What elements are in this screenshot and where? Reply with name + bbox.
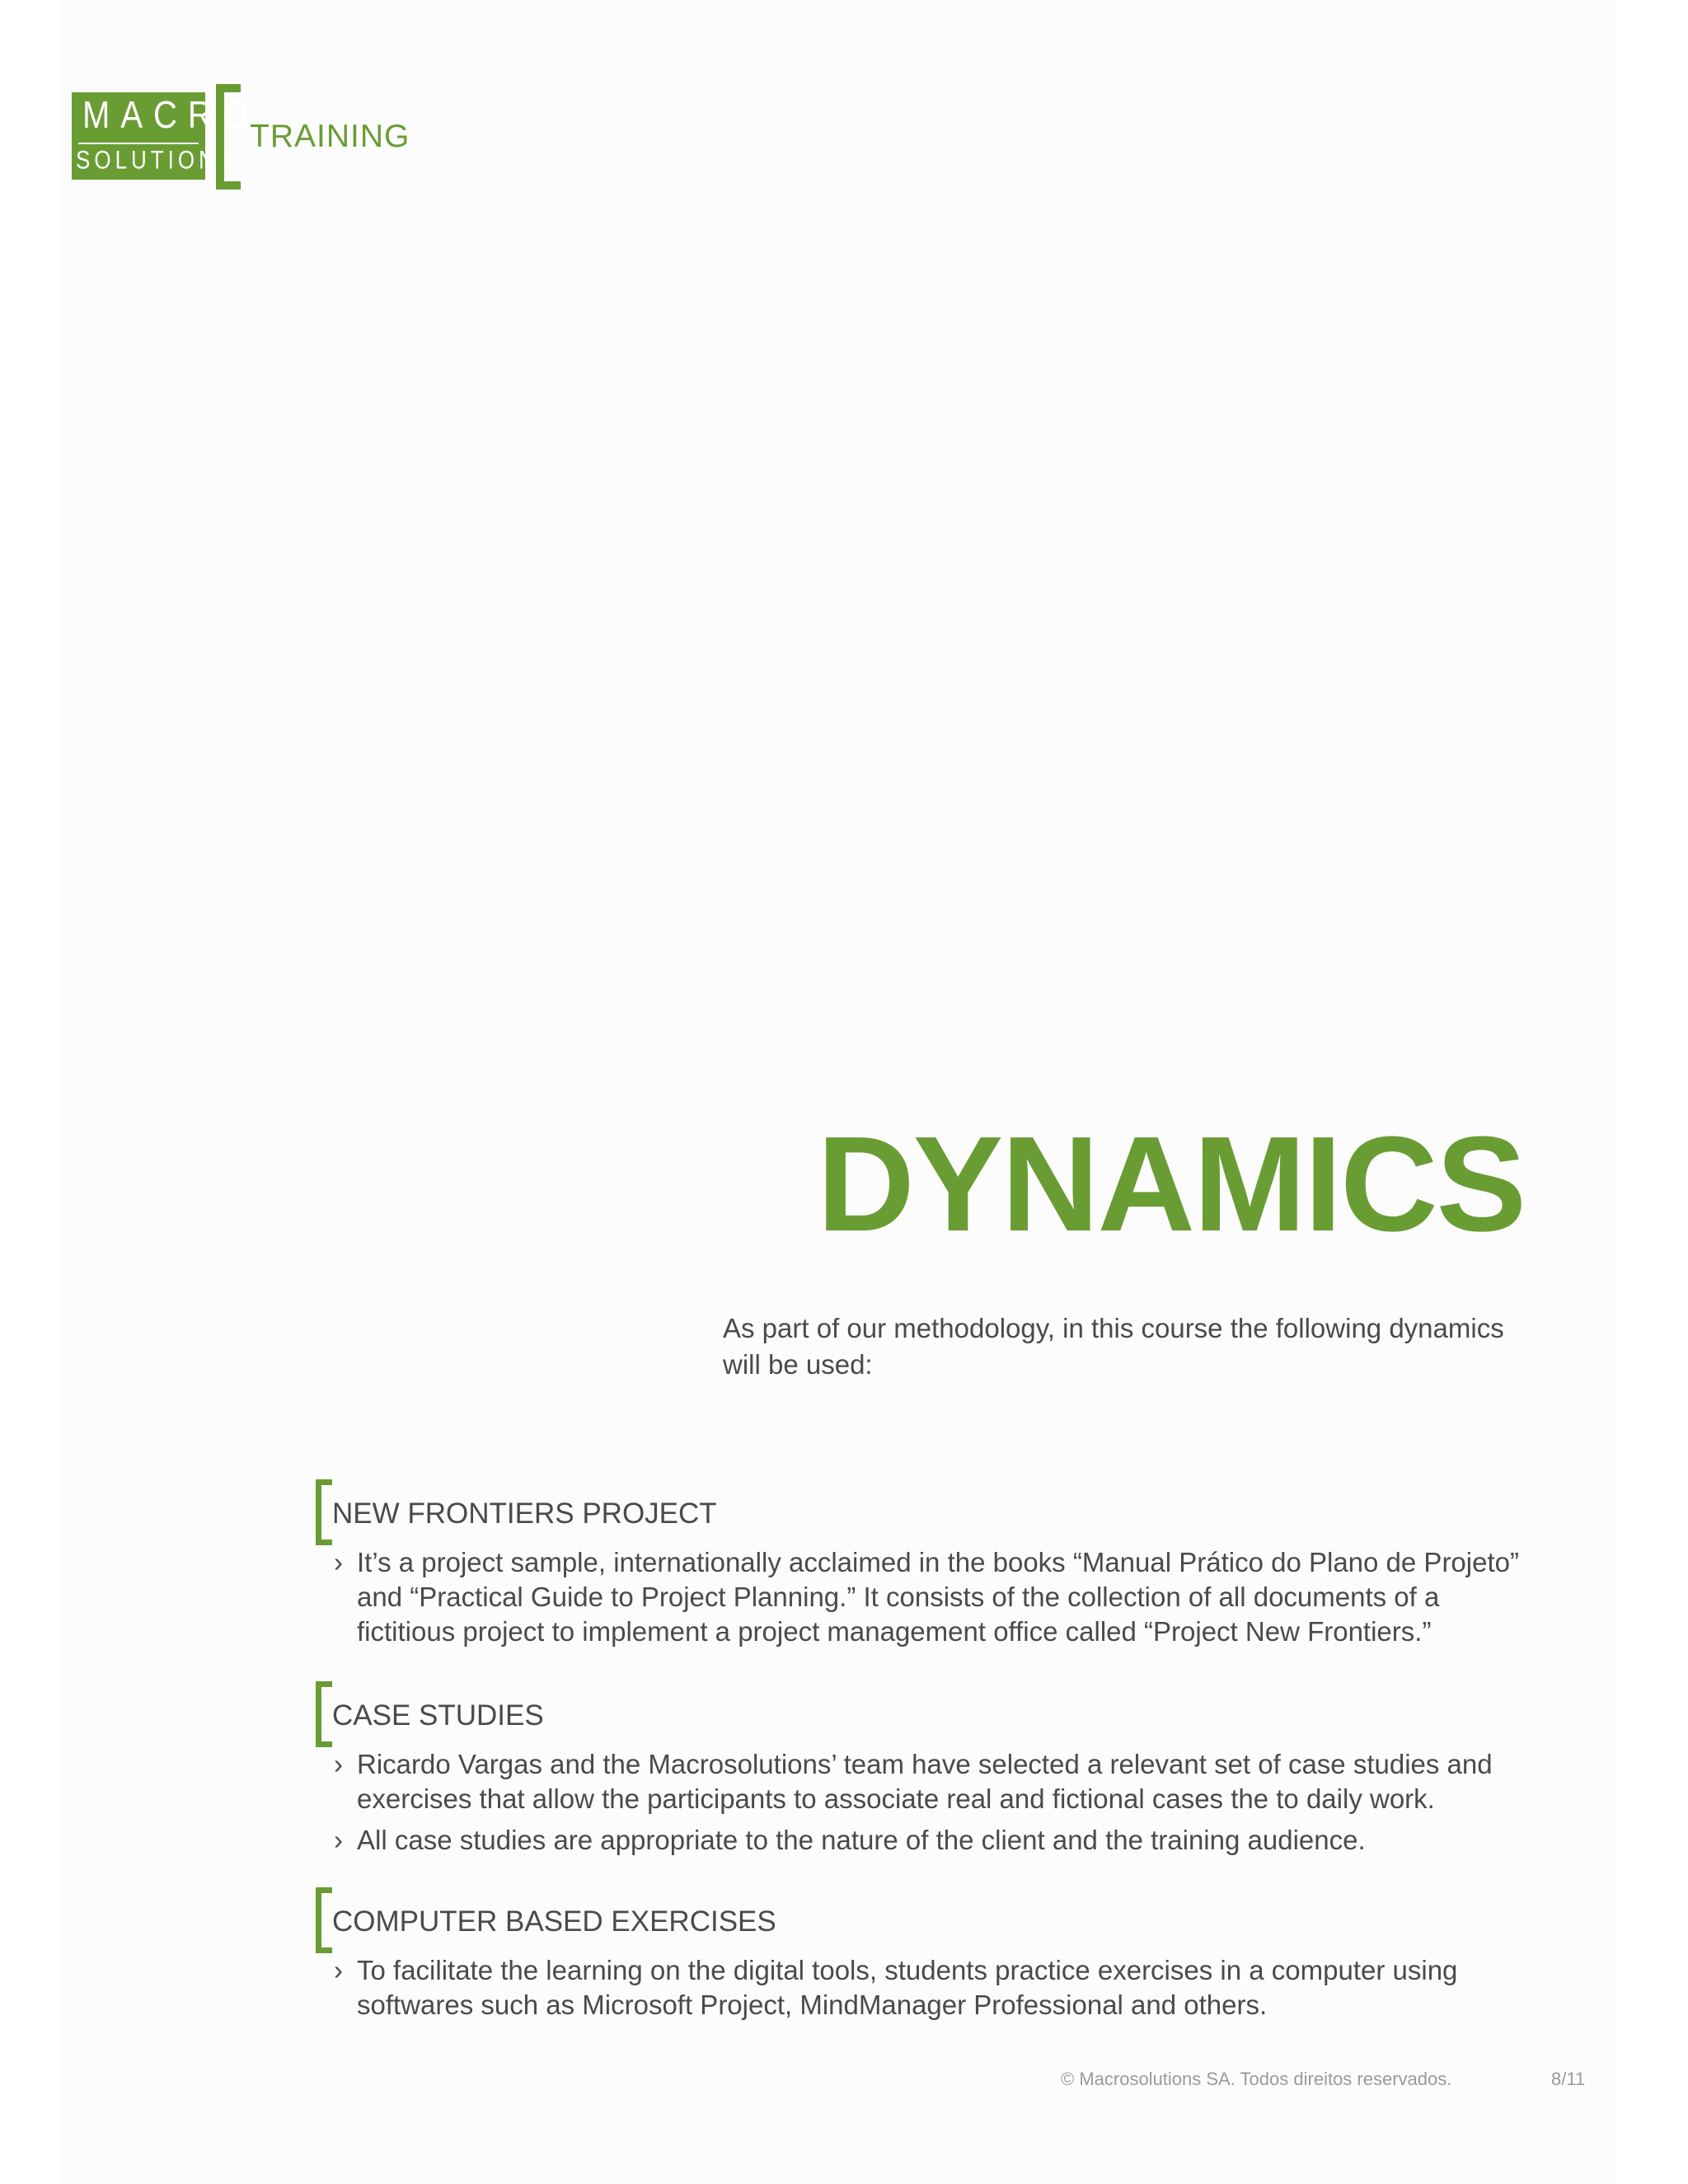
company-logo [72,92,259,180]
section-bracket [316,1681,332,1747]
list-item-text: Ricardo Vargas and the Macrosolutions’ team have selected a relevant set of case studies and exercises that allow the participants to associate real and fictional cases the to daily work. [357,1749,1493,1814]
list-item [334,1747,1537,1816]
bullet-list [334,1747,1537,1864]
intro-paragraph: As part of our methodology, in this course the following dynamics will be used: [723,1313,1504,1380]
section-bracket [316,1479,332,1545]
list-item [334,1953,1537,2022]
bullet-list [334,1545,1537,1656]
section-title: CASE STUDIES [332,1699,544,1732]
logo-line-solutions: SOLUTIONS [76,144,237,175]
logo-line-macro: MACRO [82,94,259,137]
bullet-list [334,1953,1537,2029]
page-title: DYNAMICS [817,1108,1525,1259]
section-bracket [316,1887,332,1953]
chevron-right-icon: › [334,1825,343,1855]
list-item-text: To facilitate the learning on the digital tools, students practice exercises in a computer using softwares such as Microsoft Project, MindManager Professional and others. [357,1955,1458,2020]
footer-copyright: © Macrosolutions SA. Todos direitos reservados. [1061,2069,1452,2089]
section-title: COMPUTER BASED EXERCISES [332,1905,776,1938]
list-item-text: All case studies are appropriate to the nature of the client and the training audience. [357,1825,1366,1855]
section-title: NEW FRONTIERS PROJECT [332,1497,717,1530]
list-item-text: It’s a project sample, internationally acclaimed in the books “Manual Prático do Plano de Projeto” and “Practical Guide to Project Planning.” It consists of the collection of all documents of a fictitious project to implement a project management office called “Project New Frontiers.” [357,1547,1519,1647]
chevron-right-icon: › [334,1547,343,1577]
page-number: 8/11 [1551,2069,1586,2089]
logo-bracket [216,84,241,190]
list-item [334,1545,1537,1649]
chevron-right-icon: › [334,1955,343,1985]
chevron-right-icon: › [334,1749,343,1779]
logo-divider [78,143,199,144]
list-item [334,1823,1537,1858]
logo-tagline: TRAINING [250,119,410,154]
